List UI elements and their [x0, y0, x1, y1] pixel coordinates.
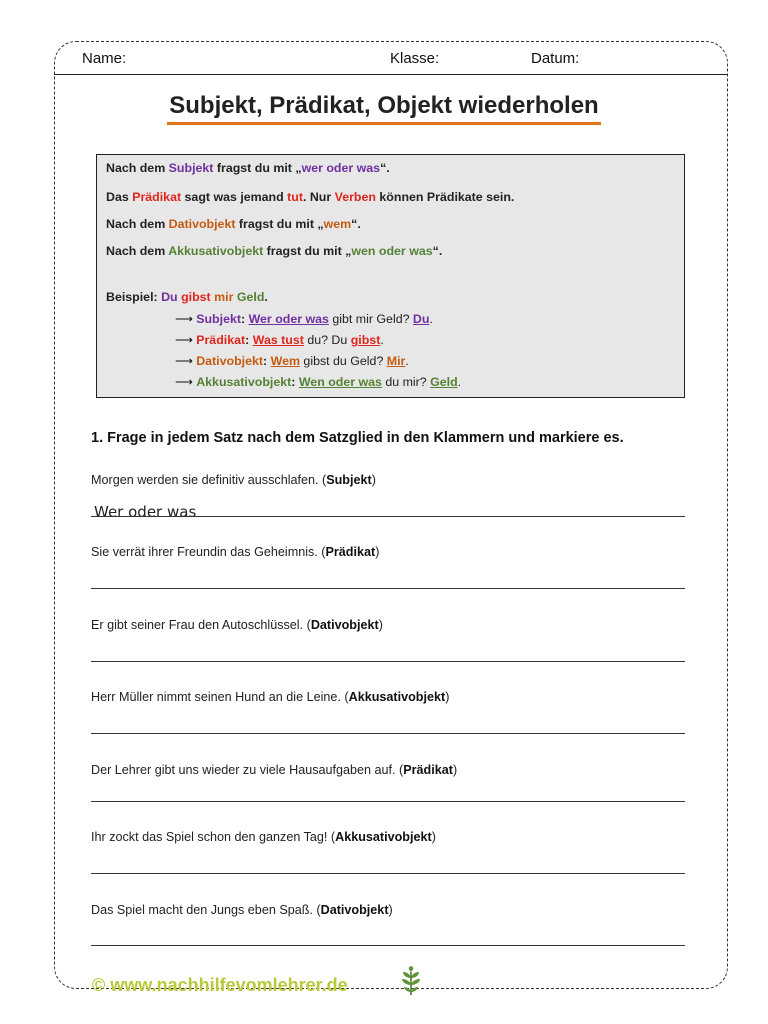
answer-line-5[interactable]: [91, 801, 685, 802]
exercise-sentence-1: [91, 473, 376, 487]
question-tut: tut: [287, 190, 303, 204]
text: fragst du mit „: [235, 217, 324, 231]
example-dative: [175, 353, 409, 368]
text: “.: [351, 217, 361, 231]
text: Nach dem: [106, 161, 169, 175]
exercise-sentence-6: [91, 830, 436, 844]
example-mir: mir: [210, 290, 234, 304]
text: gibst du Geld?: [299, 354, 387, 368]
exercise-sentence-2: [91, 545, 379, 559]
question: Wen oder was: [298, 375, 382, 389]
example-sentence: [106, 290, 268, 304]
sentence-tag: Prädikat: [403, 763, 453, 777]
rule-accusative: [106, 244, 442, 258]
term-verben: Verben: [334, 190, 376, 204]
answer-line-6[interactable]: [91, 873, 685, 874]
text: ): [431, 830, 436, 844]
term: Prädikat: [196, 333, 246, 347]
page-title: Subjekt, Prädikat, Objekt wiederholen: [167, 92, 600, 125]
term: Akkusativobjekt: [196, 375, 292, 389]
text: fragst du mit „: [263, 244, 352, 258]
answer-line-7[interactable]: [91, 945, 685, 946]
answer: Geld: [430, 375, 458, 389]
term-praedikat: Prädikat: [132, 190, 182, 204]
arrow-icon: ⟶: [175, 312, 197, 326]
text: . Nur: [302, 190, 335, 204]
answer-text-1[interactable]: Wer oder was: [94, 503, 197, 521]
text: Nach dem: [106, 244, 169, 258]
page-title-wrap: [0, 92, 768, 125]
sentence-text: Ihr zockt das Spiel schon den ganzen Tag! (: [91, 830, 336, 844]
sentence-text: Er gibt seiner Frau den Autoschlüssel. (: [91, 618, 311, 632]
exercise-sentence-5: [91, 763, 457, 777]
text: ): [378, 618, 383, 632]
arrow-icon: ⟶: [175, 333, 197, 347]
text: :: [240, 312, 249, 326]
rule-dative: [106, 217, 361, 231]
task-title: 1. Frage in jedem Satz nach dem Satzglied in den Klammern und markiere es.: [91, 430, 624, 446]
answer: gibst: [350, 333, 381, 347]
term: Subjekt: [196, 312, 241, 326]
example-subject: [175, 311, 433, 326]
sentence-tag: Dativobjekt: [320, 903, 389, 917]
text: “.: [380, 161, 390, 175]
text: .: [429, 312, 433, 326]
answer: Mir: [386, 354, 406, 368]
text: .: [380, 333, 384, 347]
text: sagt was jemand: [181, 190, 288, 204]
text: ): [445, 690, 450, 704]
example-gibst: gibst: [177, 290, 211, 304]
term-dativobjekt: Dativobjekt: [168, 217, 236, 231]
answer-line-2[interactable]: [91, 588, 685, 589]
sentence-tag: Akkusativobjekt: [348, 690, 446, 704]
header-divider: [54, 74, 728, 75]
sentence-text: Das Spiel macht den Jungs eben Spaß. (: [91, 903, 321, 917]
example-accusative: [175, 374, 461, 389]
answer: Du: [412, 312, 430, 326]
example-du: Du: [161, 290, 178, 304]
question-wem: wem: [323, 217, 352, 231]
text: du? Du: [303, 333, 351, 347]
exercise-sentence-3: [91, 618, 383, 632]
sentence-text: Der Lehrer gibt uns wieder zu viele Hausaufgaben auf. (: [91, 763, 404, 777]
answer-line-4[interactable]: [91, 733, 685, 734]
sentence-text: Morgen werden sie definitiv ausschlafen. (: [91, 473, 327, 487]
text: ): [371, 473, 376, 487]
text: ): [452, 763, 458, 777]
name-label: Name:: [82, 50, 127, 67]
answer-line-3[interactable]: [91, 661, 685, 662]
text: :: [263, 354, 271, 368]
text: ): [388, 903, 393, 917]
example-label: Beispiel:: [106, 290, 162, 304]
sentence-tag: Dativobjekt: [310, 618, 379, 632]
text: :: [291, 375, 299, 389]
sentence-text: Herr Müller nimmt seinen Hund an die Leine. (: [91, 690, 349, 704]
sentence-tag: Akkusativobjekt: [335, 830, 432, 844]
question-wen-oder-was: wen oder was: [351, 244, 433, 258]
text: :: [245, 333, 253, 347]
example-predicate: [175, 332, 384, 347]
text: “.: [432, 244, 443, 258]
text: gibt mir Geld?: [328, 312, 413, 326]
rules-box: [96, 154, 685, 398]
term: Dativobjekt: [196, 354, 264, 368]
leaf-icon: [398, 966, 424, 1001]
exercise-sentence-4: [91, 690, 449, 704]
class-label: Klasse:: [390, 50, 440, 67]
sentence-tag: Prädikat: [325, 545, 376, 559]
text: du mir?: [381, 375, 431, 389]
sentence-tag: Subjekt: [326, 473, 372, 487]
term-akkusativobjekt: Akkusativobjekt: [168, 244, 264, 258]
answer-line-1[interactable]: [91, 516, 685, 517]
text: .: [457, 375, 462, 389]
text: Nach dem: [106, 217, 169, 231]
rule-predicate: [106, 190, 514, 204]
text: Das: [106, 190, 133, 204]
arrow-icon: ⟶: [175, 375, 197, 389]
sentence-text: Sie verrät ihrer Freundin das Geheimnis. (: [91, 545, 326, 559]
term-subjekt: Subjekt: [168, 161, 214, 175]
text: fragst du mit „: [213, 161, 302, 175]
text: ): [375, 545, 380, 559]
rule-subject: [106, 161, 390, 175]
arrow-icon: ⟶: [175, 354, 197, 368]
question: Wem: [270, 354, 300, 368]
text: .: [405, 354, 409, 368]
text: .: [264, 290, 268, 304]
footer-copyright: © www.nachhilfevomlehrer.de: [92, 975, 348, 995]
question: Wer oder was: [248, 312, 329, 326]
date-label: Datum:: [531, 50, 580, 67]
exercise-sentence-7: [91, 903, 393, 917]
question: Was tust: [252, 333, 304, 347]
text: können Prädikate sein.: [375, 190, 515, 204]
question-wer-oder-was: wer oder was: [301, 161, 381, 175]
example-geld: Geld: [233, 290, 265, 304]
